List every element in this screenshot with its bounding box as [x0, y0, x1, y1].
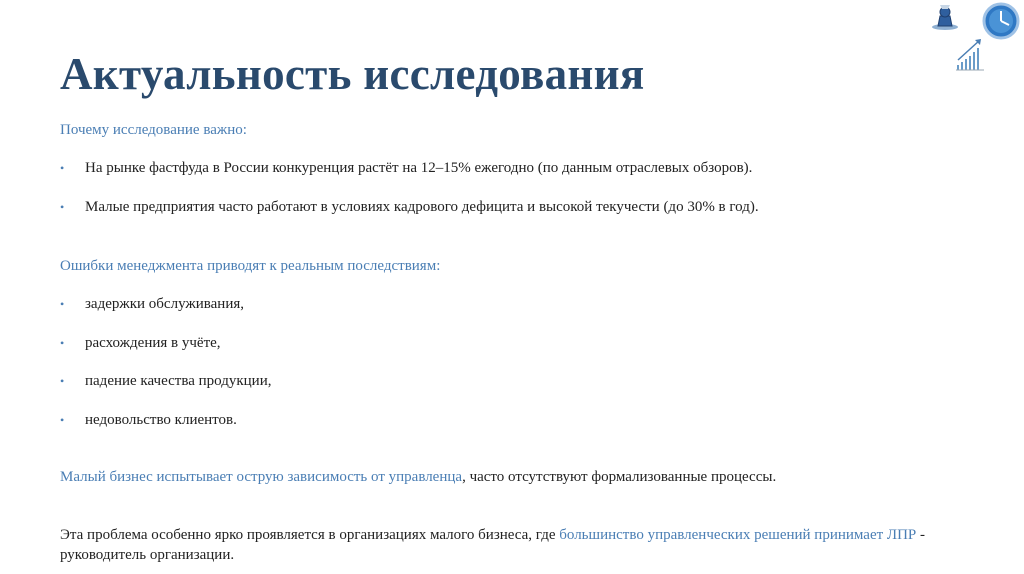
list-item-text: задержки обслуживания,: [85, 296, 245, 312]
bullet-icon: •: [60, 200, 65, 214]
paragraph-dependence: [60, 467, 776, 487]
growth-chart-icon: [956, 39, 984, 70]
list-item-text: расхождения в учёте,: [85, 335, 221, 351]
icons-svg: [914, 0, 1024, 75]
bullet-icon: •: [60, 374, 65, 388]
paragraph-text: , часто отсутствуют формализованные процессы.: [462, 469, 777, 485]
section-heading-consequences: Ошибки менеджмента приводят к реальным последствиям:: [60, 258, 441, 274]
bullet-icon: •: [60, 161, 65, 175]
paragraph-highlight: большинство управленческих решений принимает ЛПР: [559, 527, 917, 543]
decorative-icons: [914, 0, 1024, 75]
clock-icon: [984, 4, 1018, 38]
paragraph-text: Эта проблема особенно ярко проявляется в организациях малого бизнеса, где: [60, 527, 560, 543]
bullet-icon: •: [60, 297, 65, 311]
list-item-text: На рынке фастфуда в России конкуренция растёт на 12–15% ежегодно (по данным отраслевых обзоров).: [85, 160, 753, 176]
bullet-icon: •: [60, 413, 65, 427]
list-item-text: недовольство клиентов.: [85, 412, 237, 428]
bullet-icon: •: [60, 336, 65, 350]
paragraph-text: - руководитель организации.: [60, 527, 926, 563]
person-icon: [932, 5, 958, 30]
list-item-text: Малые предприятия часто работают в условиях кадрового дефицита и высокой текучести (до 30% в год).: [85, 199, 759, 215]
list-item-text: падение качества продукции,: [85, 373, 272, 389]
section-heading-importance: Почему исследование важно:: [60, 122, 247, 138]
paragraph-highlight: Малый бизнес испытывает острую зависимость от управленца: [60, 469, 463, 485]
slide-title: Актуальность исследования: [60, 49, 645, 99]
paragraph-decision-maker: [60, 525, 990, 565]
